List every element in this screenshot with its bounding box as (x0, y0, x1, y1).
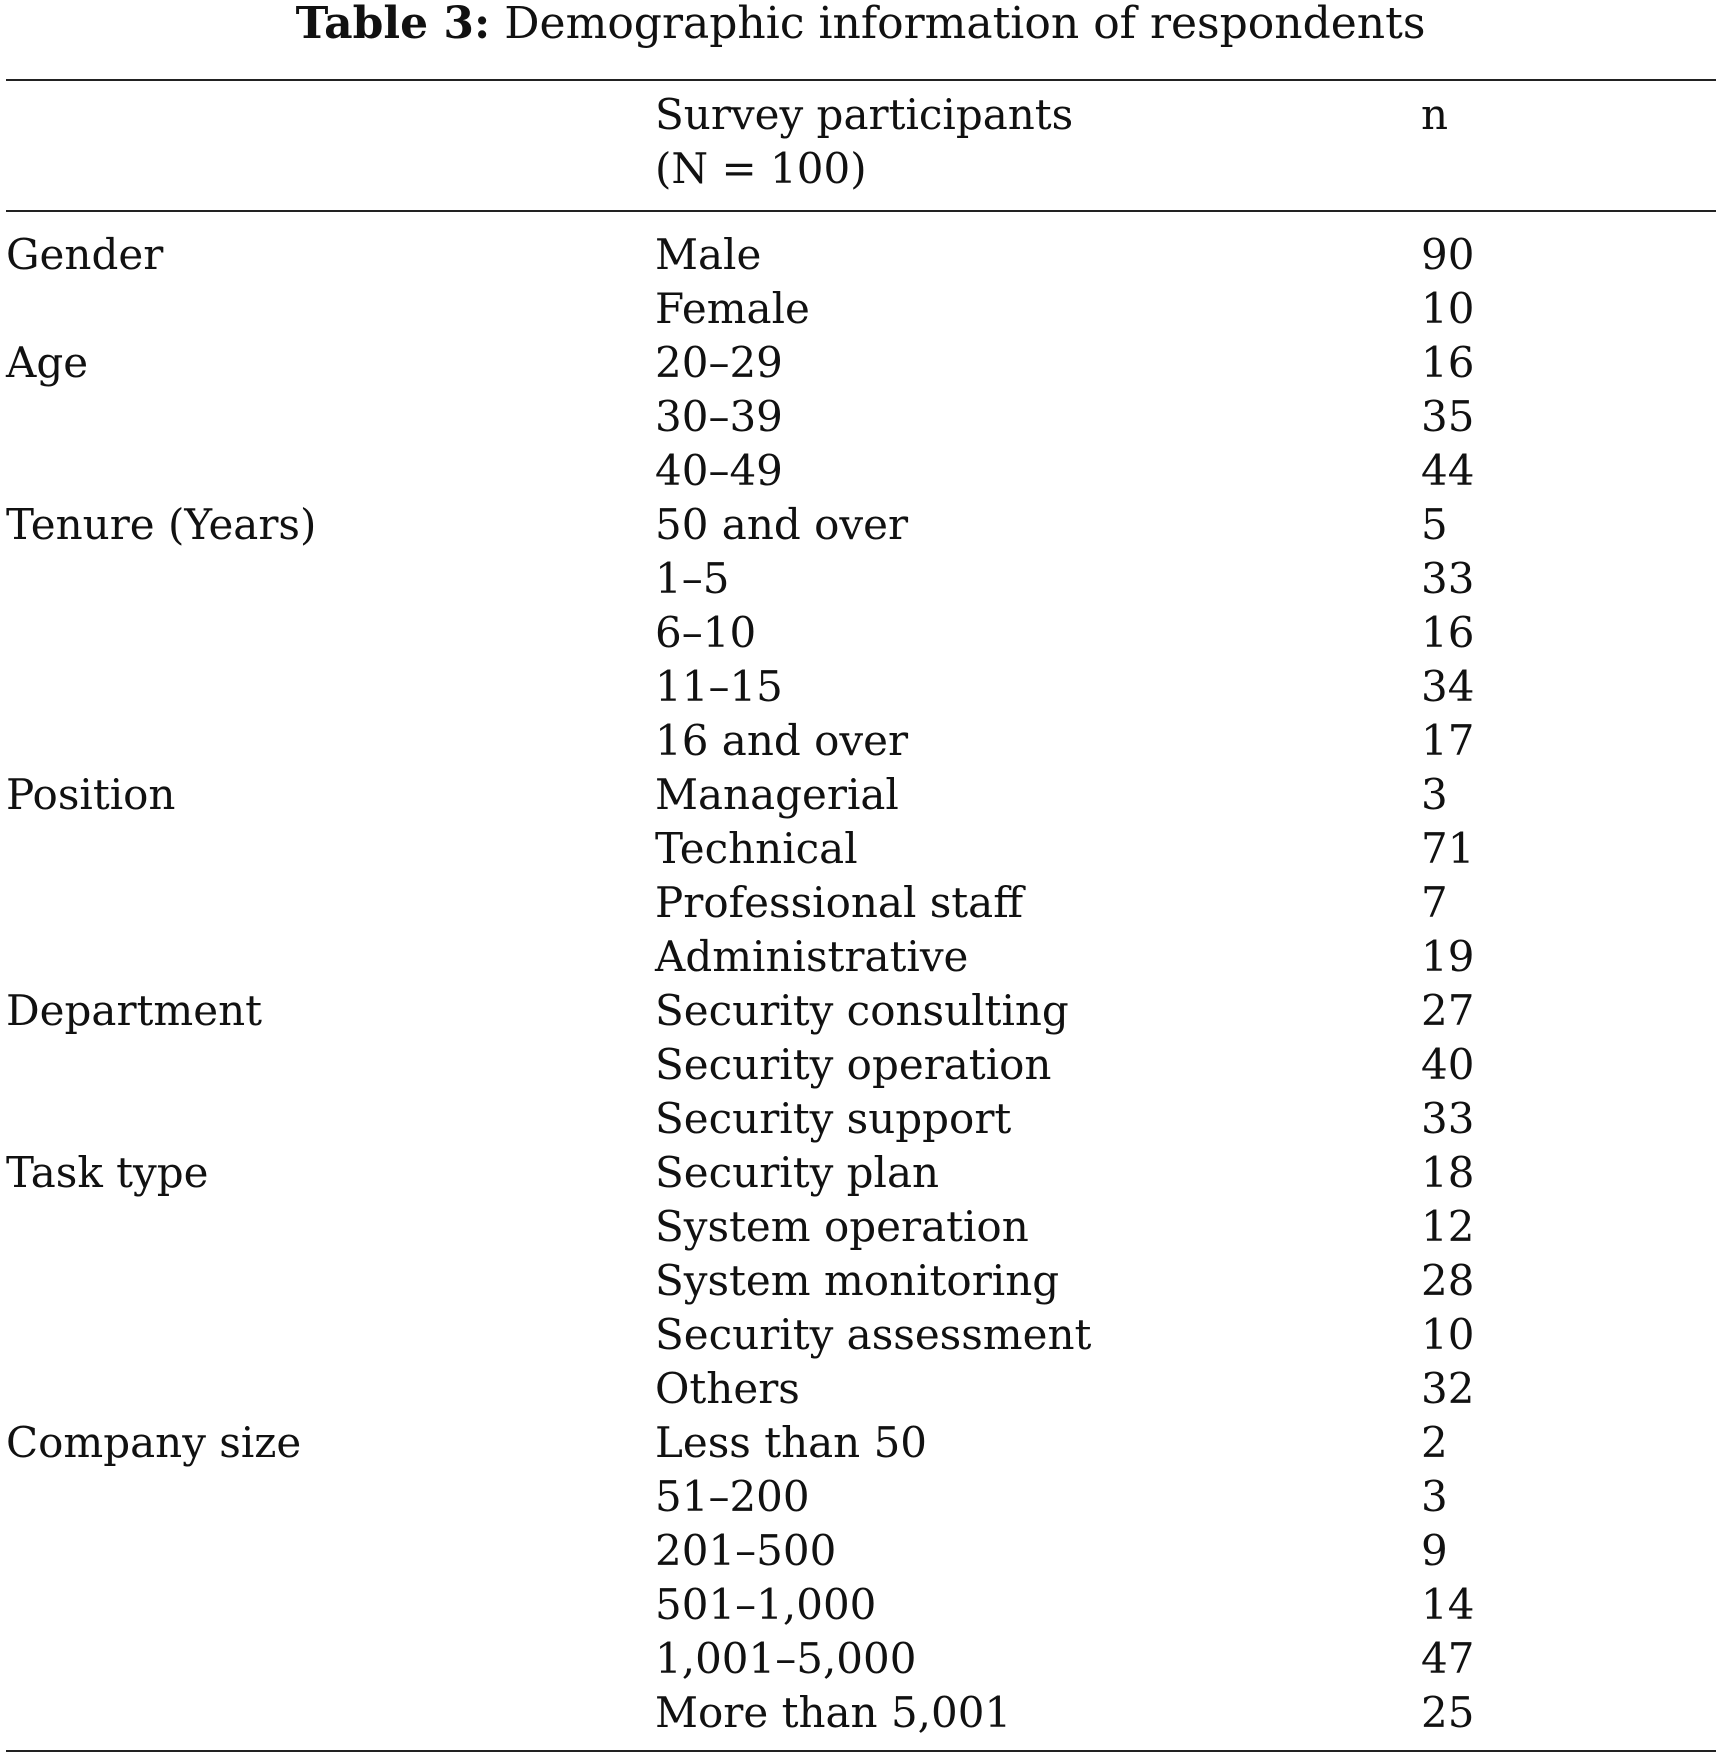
table-caption-label: Table 3: (295, 0, 491, 49)
row-count: 27 (1421, 986, 1475, 1035)
table-row (0, 1200, 1721, 1254)
table-row (0, 498, 1721, 552)
row-response: 51–200 (655, 1472, 810, 1521)
row-count: 25 (1421, 1688, 1475, 1737)
row-response: Security consulting (655, 986, 1069, 1035)
table-row (0, 822, 1721, 876)
table-row (0, 930, 1721, 984)
row-response: 1–5 (655, 554, 730, 603)
table-row (0, 1308, 1721, 1362)
table-bottom-rule (6, 1750, 1716, 1752)
table-row (0, 1470, 1721, 1524)
row-count: 47 (1421, 1634, 1475, 1683)
table-row (0, 336, 1721, 390)
row-response: Security support (655, 1094, 1012, 1143)
row-count: 32 (1421, 1364, 1475, 1413)
row-category: Position (6, 770, 176, 819)
table-row (0, 1416, 1721, 1470)
row-count: 33 (1421, 1094, 1475, 1143)
row-count: 35 (1421, 392, 1475, 441)
row-response: System operation (655, 1202, 1029, 1251)
row-count: 12 (1421, 1202, 1475, 1251)
row-response: Managerial (655, 770, 899, 819)
table-row (0, 1362, 1721, 1416)
table-row (0, 1632, 1721, 1686)
table-row (0, 1146, 1721, 1200)
row-response: 501–1,000 (655, 1580, 877, 1629)
row-response: Technical (655, 824, 858, 873)
header-n: n (1421, 90, 1449, 139)
row-count: 71 (1421, 824, 1475, 873)
row-category: Tenure (Years) (6, 500, 317, 549)
row-count: 40 (1421, 1040, 1475, 1089)
table-row (0, 444, 1721, 498)
table-caption-title: Demographic information of respondents (504, 0, 1426, 49)
row-response: Professional staff (655, 878, 1024, 927)
table-row (0, 1038, 1721, 1092)
row-count: 3 (1421, 770, 1448, 819)
table-row (0, 1578, 1721, 1632)
table-row (0, 984, 1721, 1038)
row-count: 2 (1421, 1418, 1448, 1467)
table-row (0, 660, 1721, 714)
row-response: Less than 50 (655, 1418, 928, 1467)
table-top-rule (6, 79, 1716, 81)
row-response: Security plan (655, 1148, 940, 1197)
row-response: Security operation (655, 1040, 1052, 1089)
row-count: 3 (1421, 1472, 1448, 1521)
row-response: 201–500 (655, 1526, 837, 1575)
row-count: 19 (1421, 932, 1475, 981)
table-header-rule (6, 210, 1716, 212)
row-response: Security assessment (655, 1310, 1092, 1359)
table-caption (0, 0, 1721, 48)
row-count: 17 (1421, 716, 1475, 765)
row-category: Company size (6, 1418, 302, 1467)
row-count: 16 (1421, 608, 1475, 657)
row-response: Female (655, 284, 810, 333)
table-header (0, 88, 1721, 204)
row-count: 5 (1421, 500, 1448, 549)
row-response: 30–39 (655, 392, 783, 441)
row-count: 18 (1421, 1148, 1475, 1197)
table-row (0, 390, 1721, 444)
row-count: 16 (1421, 338, 1475, 387)
row-count: 44 (1421, 446, 1475, 495)
row-response: 50 and over (655, 500, 909, 549)
table-row (0, 714, 1721, 768)
row-count: 10 (1421, 284, 1475, 333)
row-category: Age (6, 338, 89, 387)
row-category: Department (6, 986, 263, 1035)
table-row (0, 552, 1721, 606)
table-row (0, 228, 1721, 282)
row-response: 16 and over (655, 716, 909, 765)
table-row (0, 1686, 1721, 1740)
table-row (0, 1092, 1721, 1146)
row-category: Gender (6, 230, 164, 279)
header-participants-line2: (N = 100) (655, 144, 867, 193)
row-count: 28 (1421, 1256, 1475, 1305)
row-count: 9 (1421, 1526, 1448, 1575)
row-response: System monitoring (655, 1256, 1060, 1305)
row-response: 1,001–5,000 (655, 1634, 917, 1683)
row-count: 33 (1421, 554, 1475, 603)
table-row (0, 876, 1721, 930)
row-count: 10 (1421, 1310, 1475, 1359)
row-response: 11–15 (655, 662, 783, 711)
table-row (0, 768, 1721, 822)
header-participants-line1: Survey participants (655, 90, 1074, 139)
row-response: Male (655, 230, 762, 279)
row-response: Others (655, 1364, 800, 1413)
row-response: More than 5,001 (655, 1688, 1012, 1737)
row-response: Administrative (655, 932, 969, 981)
row-count: 7 (1421, 878, 1448, 927)
row-count: 14 (1421, 1580, 1475, 1629)
table-row (0, 606, 1721, 660)
row-response: 40–49 (655, 446, 783, 495)
row-response: 20–29 (655, 338, 783, 387)
row-count: 90 (1421, 230, 1475, 279)
table-row (0, 1524, 1721, 1578)
table-row (0, 1254, 1721, 1308)
table-row (0, 282, 1721, 336)
row-category: Task type (6, 1148, 209, 1197)
header-survey-participants (655, 88, 1073, 196)
table-body (0, 228, 1721, 1740)
row-count: 34 (1421, 662, 1475, 711)
row-response: 6–10 (655, 608, 757, 657)
